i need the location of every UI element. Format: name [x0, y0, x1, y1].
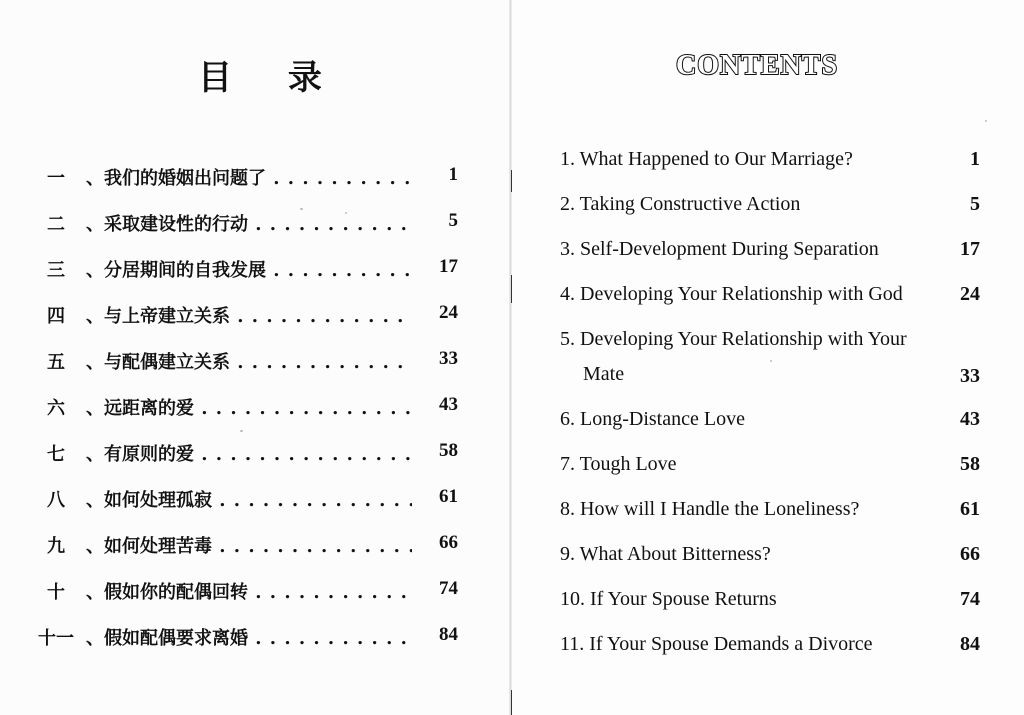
toc-entry	[28, 256, 458, 286]
entry-title: 1. What Happened to Our Marriage?	[560, 148, 853, 170]
entry-page-number: 17	[960, 238, 980, 260]
entry-page-number: 61	[412, 486, 458, 508]
entry-title: 4. Developing Your Relationship with God	[560, 283, 903, 305]
entry-page-number: 61	[960, 498, 980, 520]
entry-page-number: 5	[970, 193, 980, 215]
entry-title: 、如何处理孤寂 . . .	[86, 486, 412, 512]
entry-number: 四	[47, 306, 65, 327]
scan-speck	[345, 212, 347, 214]
entry-title: 9. What About Bitterness?	[560, 543, 771, 565]
entry-page-number: 84	[412, 624, 458, 646]
entry-page-number: 84	[960, 633, 980, 655]
entry-title: 5. Developing Your Relationship with Your	[560, 328, 907, 350]
entry-page-number: 24	[960, 283, 980, 305]
entry-title: 、如何处理苦毒 . . .	[86, 532, 412, 558]
entry-number: 八	[47, 490, 65, 511]
toc-entry	[28, 210, 458, 240]
toc-entry	[28, 348, 458, 378]
entry-title: 、假如配偶要求离婚 . . .	[86, 624, 412, 650]
entry-page-number: 43	[412, 394, 458, 416]
entry-page-number: 58	[960, 453, 980, 475]
entry-number: 三	[47, 260, 65, 281]
english-contents-title: CONTENTS	[676, 50, 839, 81]
entry-title: 、采取建设性的行动 . . .	[86, 210, 412, 236]
entry-page-number: 17	[412, 256, 458, 278]
entry-page-number: 58	[412, 440, 458, 462]
entry-page-number: 24	[412, 302, 458, 324]
entry-title: 、我们的婚姻出问题了 . . .	[86, 164, 412, 190]
toc-entry	[28, 532, 458, 562]
entry-page-number: 66	[412, 532, 458, 554]
entry-page-number: 66	[960, 543, 980, 565]
entry-page-number: 74	[412, 578, 458, 600]
entry-page-number: 1	[412, 164, 458, 186]
toc-entry	[560, 328, 980, 388]
toc-entry	[28, 486, 458, 516]
entry-title: 、与配偶建立关系 . . .	[86, 348, 412, 374]
entry-number: 十	[47, 582, 65, 603]
entry-title: 8. How will I Handle the Loneliness?	[560, 498, 860, 520]
entry-title: 、分居期间的自我发展 . . .	[86, 256, 412, 282]
entry-number: 二	[47, 214, 65, 235]
entry-number: 一	[47, 168, 65, 189]
entry-title-continuation: Mate	[583, 363, 625, 385]
entry-page-number: 74	[960, 588, 980, 610]
entry-title: 11. If Your Spouse Demands a Divorce	[560, 633, 873, 655]
entry-title: 、远距离的爱 . . .	[86, 394, 412, 420]
entry-number: 七	[47, 444, 65, 465]
entry-number: 十一	[38, 628, 74, 649]
entry-page-number: 33	[960, 365, 980, 387]
entry-title: 3. Self-Development During Separation	[560, 238, 879, 260]
toc-entry	[28, 624, 458, 654]
entry-title: 、与上帝建立关系 . . .	[86, 302, 412, 328]
entry-page-number: 33	[412, 348, 458, 370]
entry-title: 、假如你的配偶回转 . . .	[86, 578, 412, 604]
entry-number: 五	[47, 352, 65, 373]
entry-page-number: 1	[970, 148, 980, 170]
entry-title: 10. If Your Spouse Returns	[560, 588, 777, 610]
toc-entry	[28, 440, 458, 470]
entry-page-number: 43	[960, 408, 980, 430]
chinese-contents-title: 目 录	[198, 58, 344, 98]
entry-title: 7. Tough Love	[560, 453, 677, 475]
entry-number: 九	[47, 536, 65, 557]
toc-entry	[28, 394, 458, 424]
toc-entry	[28, 164, 458, 194]
toc-entry	[28, 578, 458, 608]
scan-speck	[300, 208, 303, 210]
scan-speck	[770, 360, 772, 362]
entry-title: 、有原则的爱 . . .	[86, 440, 412, 466]
entry-title: 6. Long-Distance Love	[560, 408, 745, 430]
entry-title: 2. Taking Constructive Action	[560, 193, 801, 215]
toc-entry	[28, 302, 458, 332]
scan-speck	[985, 120, 987, 122]
entry-page-number: 5	[412, 210, 458, 232]
scan-speck	[240, 430, 243, 432]
entry-number: 六	[47, 398, 65, 419]
